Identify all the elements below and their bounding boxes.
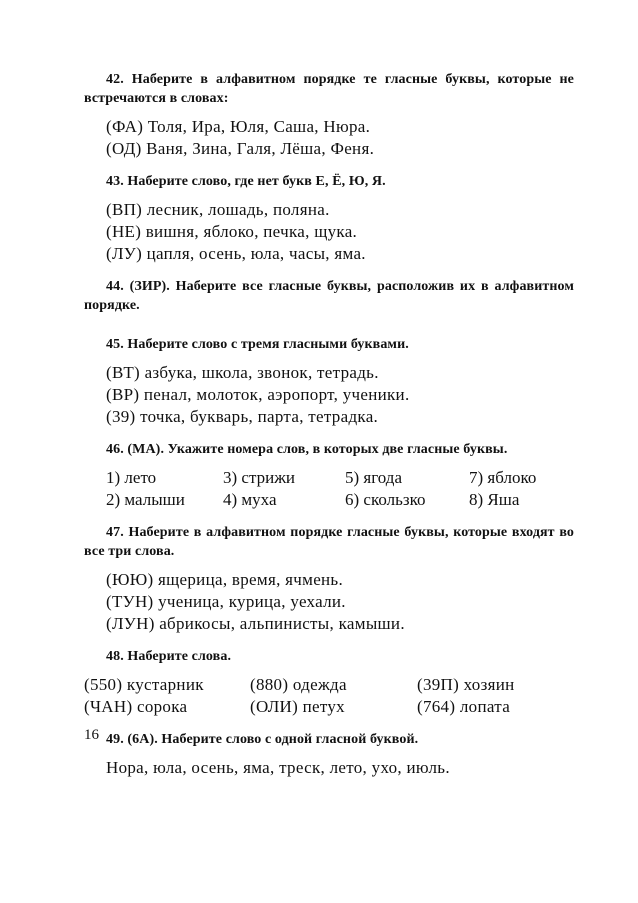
word-line: (ВР) пенал, молоток, аэропорт, ученики. — [106, 385, 410, 404]
word-line: (39) точка, букварь, парта, тетрадка. — [106, 407, 379, 426]
word-line: (ЮЮ) ящерица, время, ячмень. — [106, 570, 344, 589]
word-line: (ЛУ) цапля, осень, юла, часы, яма. — [106, 244, 366, 263]
task-49 — [84, 730, 574, 779]
grid-item: (880) одежда — [250, 675, 347, 694]
task-43 — [84, 172, 574, 265]
task-46 — [84, 440, 574, 511]
page-number: 16 — [84, 727, 99, 743]
task-42 — [84, 70, 574, 160]
word-line: (ОД) Ваня, Зина, Галя, Лёша, Феня. — [106, 139, 375, 158]
grid-item: (39П) хозяин — [417, 675, 515, 694]
word-line: Нора, юла, осень, яма, треск, лето, ухо, июль. — [106, 758, 450, 777]
task-heading: 48. Наберите слова. — [106, 649, 232, 664]
page-content — [84, 70, 574, 779]
grid-item: 6) скользко — [345, 490, 426, 509]
grid-item: 4) муха — [223, 490, 277, 509]
word-line: (ТУН) ученица, курица, уехали. — [106, 592, 346, 611]
task-heading: 49. (6А). Наберите слово с одной гласной буквой. — [106, 732, 419, 747]
word-line: (ФА) Толя, Ира, Юля, Саша, Нюра. — [106, 117, 371, 136]
grid-item: 1) лето — [106, 468, 157, 487]
task-heading: 43. Наберите слово, где нет букв Е, Ё, Ю, Я. — [106, 174, 386, 189]
task-heading: 45. Наберите слово с тремя гласными буквами. — [106, 337, 409, 352]
task-heading: 47. Наберите в алфавитном порядке гласные буквы, которые входят во все три слова. — [84, 525, 574, 559]
grid-item: 7) яблоко — [469, 468, 537, 487]
task-44 — [84, 277, 574, 315]
task-heading: 46. (МА). Укажите номера слов, в которых две гласные буквы. — [106, 442, 508, 457]
numbered-word-grid — [84, 467, 574, 511]
grid-item: (764) лопата — [417, 697, 511, 716]
code-word-grid — [84, 674, 574, 718]
task-47 — [84, 523, 574, 635]
word-line: (НЕ) вишня, яблоко, печка, щука. — [106, 222, 358, 241]
task-48 — [84, 647, 574, 718]
grid-item: (550) кустарник — [84, 675, 204, 694]
word-line: (ЛУН) абрикосы, альпинисты, камыши. — [106, 614, 405, 633]
task-45 — [84, 335, 574, 428]
grid-item: 3) стрижи — [223, 468, 296, 487]
word-line: (ВТ) азбука, школа, звонок, тетрадь. — [106, 363, 379, 382]
grid-item: 2) малыши — [106, 490, 185, 509]
task-heading: 42. Наберите в алфавитном порядке те гласные буквы, которые не встречаются в словах: — [84, 72, 574, 106]
grid-item: (ЧАН) сорока — [84, 697, 188, 716]
grid-item: 8) Яша — [469, 490, 520, 509]
grid-item: (ОЛИ) петух — [250, 697, 345, 716]
grid-item: 5) ягода — [345, 468, 402, 487]
word-line: (ВП) лесник, лошадь, поляна. — [106, 200, 330, 219]
task-heading: 44. (ЗИР). Наберите все гласные буквы, расположив их в алфавитном порядке. — [84, 279, 574, 313]
